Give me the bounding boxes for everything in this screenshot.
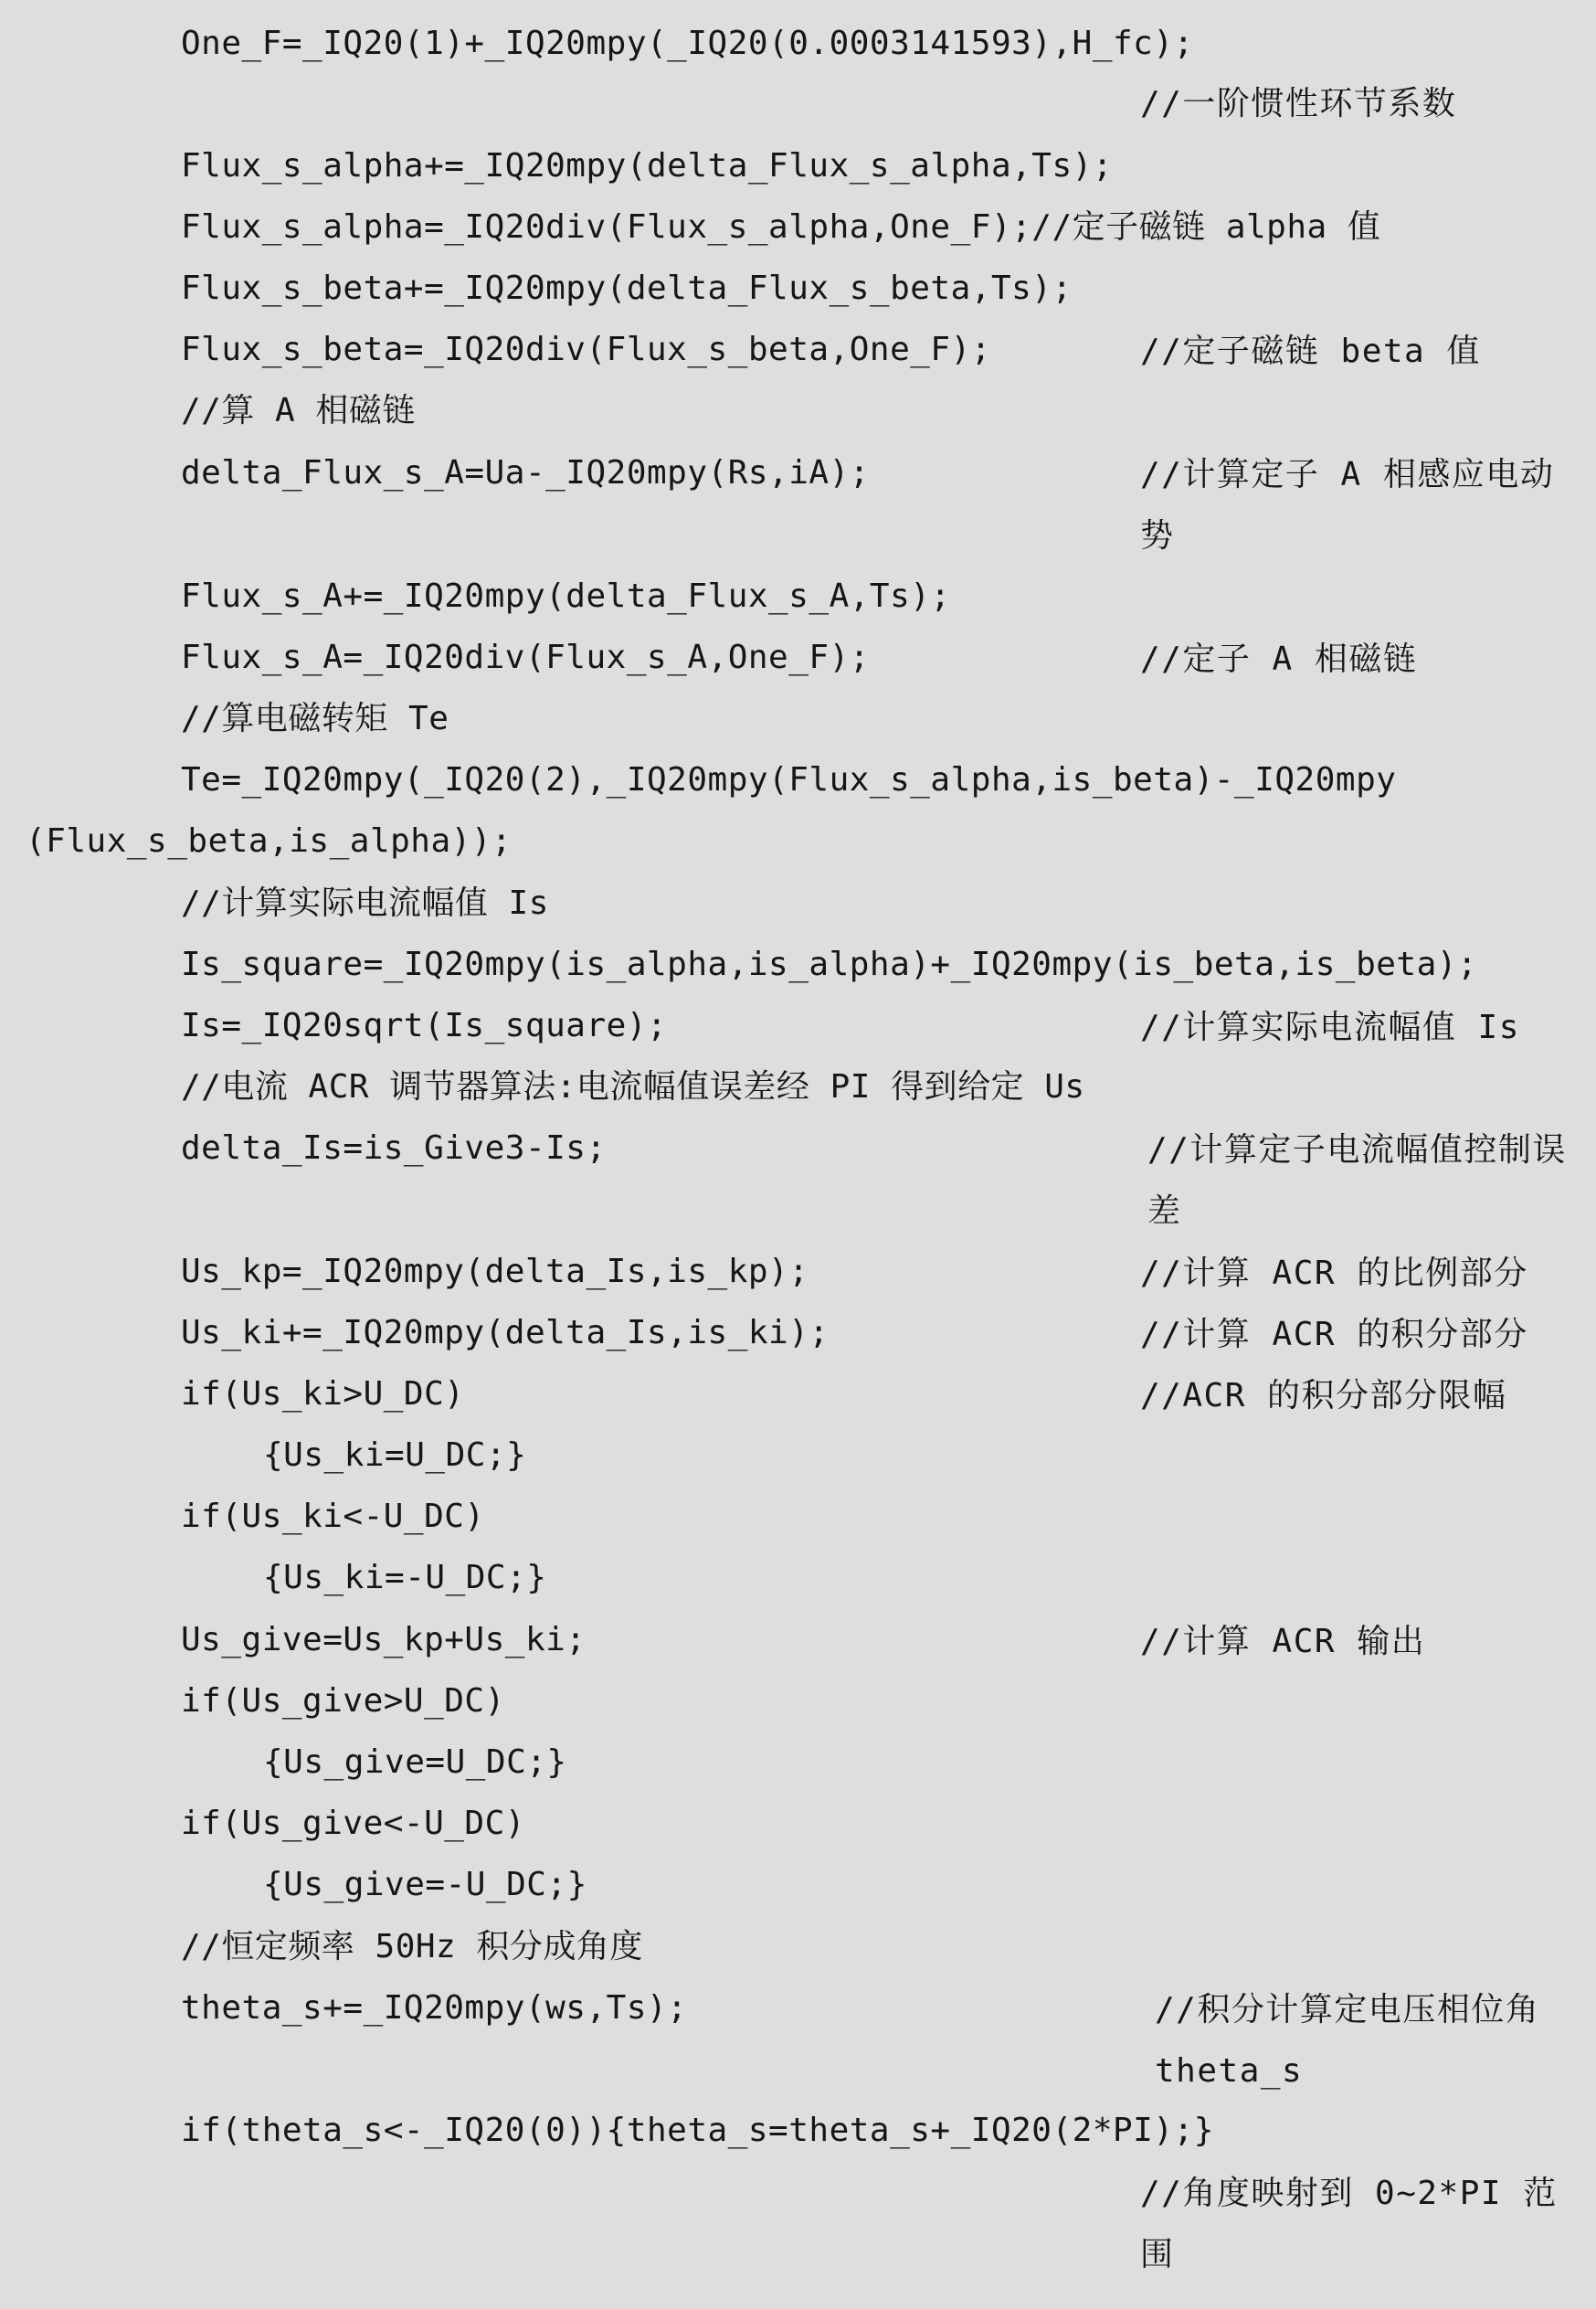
code-line: {Us_ki=U_DC;}	[263, 1436, 527, 1474]
code-line: //电流 ACR 调节器算法:电流幅值误差经 PI 得到给定 Us	[181, 1068, 1085, 1106]
code-comment: //计算实际电流幅值 Is	[1140, 1009, 1520, 1046]
code-line: if(Us_ki>U_DC)	[181, 1375, 465, 1413]
code-comment: //计算定子电流幅值控制误差	[1147, 1131, 1567, 1230]
code-comment: //计算 ACR 输出	[1140, 1623, 1426, 1660]
code-line: Flux_s_alpha=_IQ20div(Flux_s_alpha,One_F);//定子磁链 alpha 值	[181, 208, 1381, 246]
code-comment: //计算 ACR 的积分部分	[1140, 1316, 1528, 1353]
code-line: Flux_s_alpha+=_IQ20mpy(delta_Flux_s_alpha,Ts);	[181, 147, 1113, 185]
code-line: Flux_s_A+=_IQ20mpy(delta_Flux_s_A,Ts);	[181, 577, 951, 615]
code-line: {Us_ki=-U_DC;}	[263, 1559, 547, 1596]
code-line: Flux_s_beta=_IQ20div(Flux_s_beta,One_F);	[181, 331, 991, 368]
code-comment: //一阶惯性环节系数	[1140, 85, 1457, 122]
code-line: //算 A 相磁链	[181, 392, 416, 429]
code-line: theta_s+=_IQ20mpy(ws,Ts);	[181, 1989, 688, 2027]
code-line: if(theta_s<-_IQ20(0)){theta_s=theta_s+_IQ20(2*PI);}	[181, 2112, 1214, 2149]
code-line: Is=_IQ20sqrt(Is_square);	[181, 1007, 668, 1044]
code-line: //计算实际电流幅值 Is	[181, 884, 549, 922]
code-comment: //角度映射到 0~2*PI 范围	[1140, 2175, 1558, 2273]
code-line: Us_ki+=_IQ20mpy(delta_Is,is_ki);	[181, 1314, 830, 1351]
code-line: {Us_give=U_DC;}	[263, 1743, 567, 1781]
code-line: Us_give=Us_kp+Us_ki;	[181, 1621, 587, 1658]
code-line: //恒定频率 50Hz 积分成角度	[181, 1928, 643, 1965]
code-line: Te=_IQ20mpy(_IQ20(2),_IQ20mpy(Flux_s_alpha,is_beta)-_IQ20mpy	[181, 761, 1397, 799]
code-line: Flux_s_A=_IQ20div(Flux_s_A,One_F);	[181, 639, 870, 676]
code-line: //算电磁转矩 Te	[181, 700, 449, 737]
code-line: if(Us_give<-U_DC)	[181, 1805, 525, 1842]
code-line: One_F=_IQ20(1)+_IQ20mpy(_IQ20(0.0003141593),H_fc);	[181, 25, 1194, 62]
code-comment: //积分计算定电压相位角 theta_s	[1155, 1991, 1561, 2090]
code-comment: //计算 ACR 的比例部分	[1140, 1255, 1528, 1292]
code-line: if(Us_ki<-U_DC)	[181, 1498, 485, 1535]
code-comment: //ACR 的积分部分限幅	[1140, 1377, 1507, 1414]
code-line: Is_square=_IQ20mpy(is_alpha,is_alpha)+_IQ20mpy(is_beta,is_beta);	[181, 946, 1478, 983]
code-line: (Flux_s_beta,is_alpha));	[26, 822, 513, 860]
code-line: {Us_give=-U_DC;}	[263, 1866, 587, 1903]
code-line: if(Us_give>U_DC)	[181, 1682, 505, 1720]
code-line: delta_Is=is_Give3-Is;	[181, 1129, 607, 1167]
code-comment: //计算定子 A 相感应电动势	[1140, 456, 1555, 555]
code-line: Us_kp=_IQ20mpy(delta_Is,is_kp);	[181, 1253, 809, 1290]
code-comment: //定子磁链 beta 值	[1140, 333, 1481, 370]
code-line: delta_Flux_s_A=Ua-_IQ20mpy(Rs,iA);	[181, 454, 870, 492]
code-comment: //定子 A 相磁链	[1140, 641, 1418, 678]
code-line: Flux_s_beta+=_IQ20mpy(delta_Flux_s_beta,Ts);	[181, 270, 1073, 307]
